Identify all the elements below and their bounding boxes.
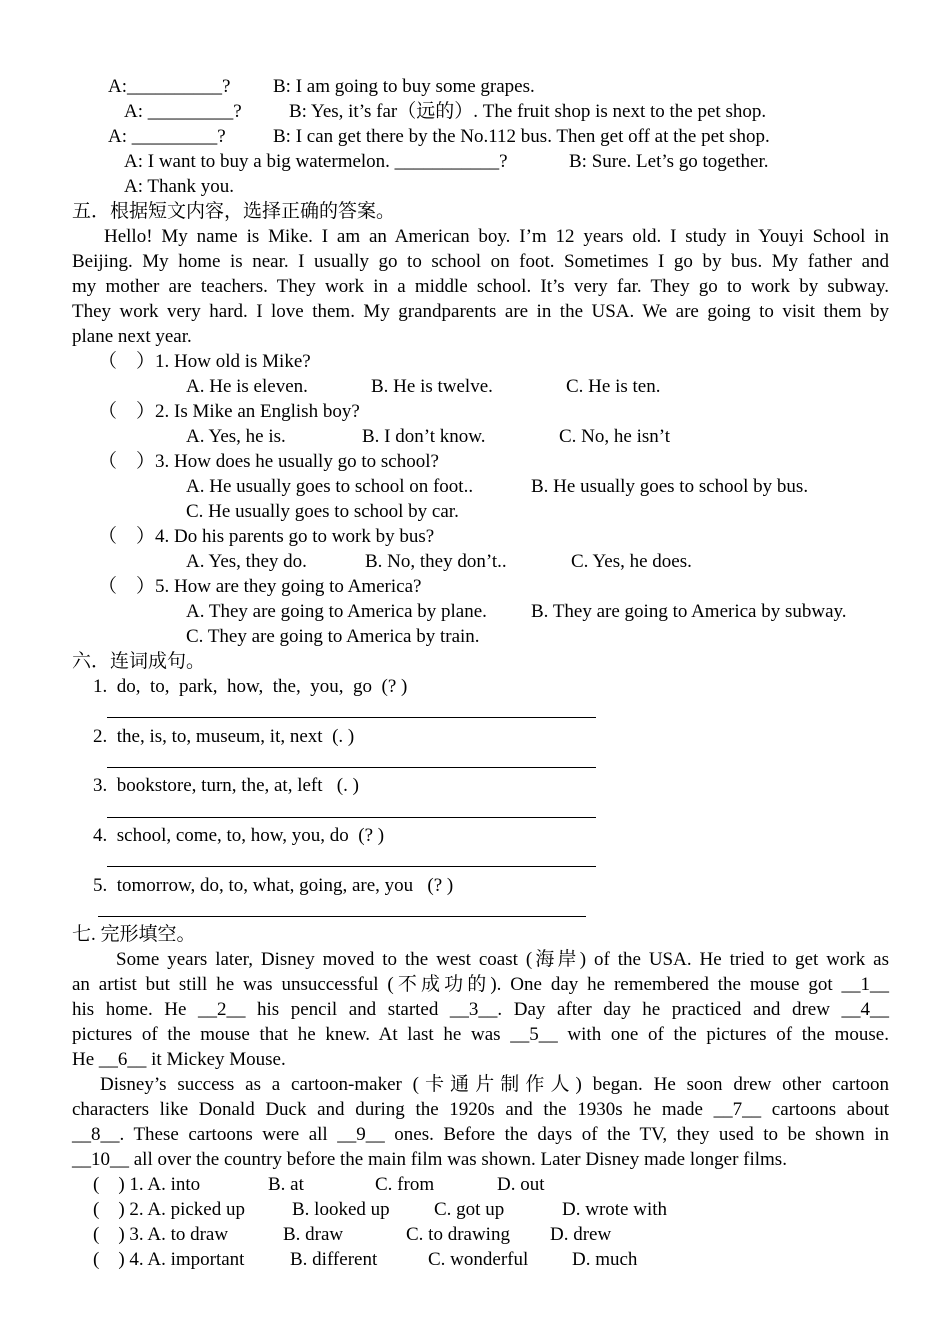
section6-heading: 六．连词成句。 [72,651,206,672]
q2-option-b: B. I don’t know. [362,426,486,447]
choice-1-d: D. out [497,1174,545,1195]
choice-2-a: ( ) 2. A. picked up [93,1199,245,1220]
choice-2-c: C. got up [434,1199,505,1220]
reorder-item-4: 4. school, come, to, how, you, do (? ) [93,825,385,846]
q2-option-c: C. No, he isn’t [559,426,671,447]
cloze-para1-line-3: his home. He __2__ his pencil and started __3__. Day after day he practiced and drew __4__ [72,999,889,1020]
cloze-para2-line-4: __10__ all over the country before the main film was shown. Later Disney made longer films. [72,1149,787,1170]
passage-line-1: Hello! My name is Mike. I am an American boy. I’m 12 years old. I study in Youyi School in [104,226,889,247]
dialogue-line-5-a: A: Thank you. [124,176,234,197]
cloze-para2-line-2: characters like Donald Duck and during the 1920s and the 1930s he made __7__ cartoons about [72,1099,889,1120]
choice-1-b: B. at [268,1174,304,1195]
q3-option-b: B. He usually goes to school by bus. [531,476,809,497]
q4-option-b: B. No, they don’t.. [365,551,507,572]
question-3: （ ）3. How does he usually go to school? [98,451,439,472]
choice-2-d: D. wrote with [562,1199,668,1220]
choice-2-b: B. looked up [292,1199,390,1220]
q2-option-a: A. Yes, he is. [186,426,286,447]
dialogue-line-2-b: B: Yes, it’s far（远的）. The fruit shop is next to the pet shop. [289,101,767,122]
choice-3-c: C. to drawing [406,1224,510,1245]
q1-option-b: B. He is twelve. [371,376,493,397]
choice-4-b: B. different [290,1249,378,1270]
q5-option-a: A. They are going to America by plane. [186,601,487,622]
passage-line-2: Beijing. My home is near. I usually go to school on foot. Sometimes I go by bus. My father and [72,251,889,272]
question-4: （ ）4. Do his parents go to work by bus? [98,526,435,547]
dialogue-line-1-a: A:__________? [108,76,231,97]
q5-option-b: B. They are going to America by subway. [531,601,847,622]
dialogue-line-2-a: A: _________? [124,101,242,122]
dialogue-line-3-b: B: I can get there by the No.112 bus. Then get off at the pet shop. [273,126,770,147]
answer-line-4[interactable] [107,866,596,867]
reorder-item-5: 5. tomorrow, do, to, what, going, are, you (? ) [93,875,454,896]
q5-option-c: C. They are going to America by train. [186,626,480,647]
choice-4-c: C. wonderful [428,1249,529,1270]
section7-heading: 七. 完形填空。 [72,924,196,945]
q4-option-c: C. Yes, he does. [571,551,692,572]
choice-4-a: ( ) 4. A. important [93,1249,245,1270]
choice-4-d: D. much [572,1249,638,1270]
reorder-item-1: 1. do, to, park, how, the, you, go (? ) [93,676,408,697]
q1-option-a: A. He is eleven. [186,376,308,397]
passage-line-5: plane next year. [72,326,192,347]
dialogue-line-4-a: A: I want to buy a big watermelon. ___________? [124,151,508,172]
choice-1-c: C. from [375,1174,435,1195]
q1-option-c: C. He is ten. [566,376,661,397]
answer-line-1[interactable] [107,717,596,718]
q3-option-c: C. He usually goes to school by car. [186,501,459,522]
passage-line-3: my mother are teachers. They work in a middle school. It’s very far. They go to work by subway. [72,276,889,297]
cloze-para1-line-1: Some years later, Disney moved to the west coast (海岸) of the USA. He tried to get work as [116,949,889,970]
cloze-para1-line-4: pictures of the mouse that he knew. At last he was __5__ with one of the pictures of the mouse. [72,1024,889,1045]
choice-1-a: ( ) 1. A. into [93,1174,201,1195]
reorder-item-3: 3. bookstore, turn, the, at, left (. ) [93,775,359,796]
cloze-para2-line-3: __8__. These cartoons were all __9__ ones. Before the days of the TV, they used to be shown in [72,1124,889,1145]
passage-line-4: They work very hard. I love them. My grandparents are in the USA. We are going to visit them by [72,301,889,322]
choice-3-a: ( ) 3. A. to draw [93,1224,229,1245]
dialogue-line-1-b: B: I am going to buy some grapes. [273,76,535,97]
answer-line-5[interactable] [98,916,586,917]
question-1: （ ）1. How old is Mike? [98,351,311,372]
answer-line-2[interactable] [107,767,596,768]
cloze-para1-line-2: an artist but still he was unsuccessful (不成功的). One day he remembered the mouse got __1__ [72,974,889,995]
choice-3-d: D. drew [550,1224,612,1245]
section5-heading: 五．根据短文内容，选择正确的答案。 [72,201,396,222]
q4-option-a: A. Yes, they do. [186,551,307,572]
dialogue-line-4-b: B: Sure. Let’s go together. [569,151,769,172]
question-5: （ ）5. How are they going to America? [98,576,422,597]
answer-line-3[interactable] [107,817,596,818]
cloze-para1-line-5: He __6__ it Mickey Mouse. [72,1049,286,1070]
choice-3-b: B. draw [283,1224,344,1245]
dialogue-line-3-a: A: _________? [108,126,226,147]
q3-option-a: A. He usually goes to school on foot.. [186,476,474,497]
reorder-item-2: 2. the, is, to, museum, it, next (. ) [93,726,355,747]
question-2: （ ）2. Is Mike an English boy? [98,401,360,422]
cloze-para2-line-1: Disney’s success as a cartoon-maker (卡通片制作人) began. He soon drew other cartoon [100,1074,889,1095]
